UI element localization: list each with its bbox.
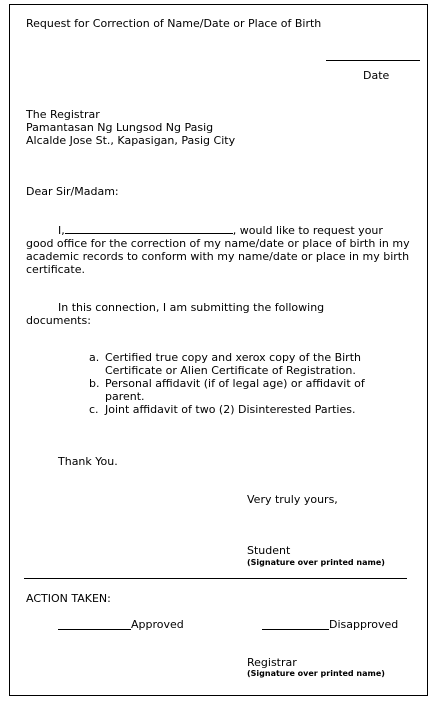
document-item bbox=[89, 403, 399, 416]
form-title: Request for Correction of Name/Date or Place of Birth bbox=[26, 17, 322, 30]
section-divider bbox=[24, 578, 407, 579]
item-text: Certified true copy and xerox copy of the Birth Certificate or Alien Certificate of Registration. bbox=[105, 351, 361, 377]
item-marker: c. bbox=[89, 403, 99, 416]
item-text: Joint affidavit of two (2) Disinterested Parties. bbox=[105, 403, 356, 416]
item-marker: a. bbox=[89, 351, 100, 364]
disapproved-label: Disapproved bbox=[329, 618, 399, 631]
item-text: Personal affidavit (if of legal age) or affidavit of parent. bbox=[105, 377, 365, 403]
request-paragraph bbox=[26, 223, 410, 276]
document-item bbox=[89, 377, 399, 403]
registrar-label: Registrar bbox=[247, 656, 297, 669]
request-text: , would like to request your good office for the correction of my name/date or place of birth in my academic records to conform with my name/date or place in my birth certificate. bbox=[26, 224, 410, 276]
approved-label: Approved bbox=[131, 618, 184, 631]
request-prefix: I, bbox=[58, 224, 65, 237]
addressee-title: The Registrar bbox=[26, 108, 100, 121]
salutation: Dear Sir/Madam: bbox=[26, 185, 119, 198]
date-line[interactable] bbox=[326, 60, 420, 61]
approved-line[interactable] bbox=[58, 629, 131, 630]
closing: Very truly yours, bbox=[247, 493, 338, 506]
addressee-institution: Pamantasan Ng Lungsod Ng Pasig bbox=[26, 121, 214, 134]
documents-intro: In this connection, I am submitting the following documents: bbox=[26, 301, 325, 327]
thanks: Thank You. bbox=[58, 455, 118, 468]
student-label: Student bbox=[247, 544, 291, 557]
registrar-signature-note: (Signature over printed name) bbox=[247, 669, 385, 678]
documents-list bbox=[89, 351, 399, 416]
date-label: Date bbox=[363, 69, 390, 82]
student-signature-note: (Signature over printed name) bbox=[247, 558, 385, 567]
document-item bbox=[89, 351, 399, 377]
item-marker: b. bbox=[89, 377, 100, 390]
disapproved-line[interactable] bbox=[262, 629, 329, 630]
addressee-address: Alcalde Jose St., Kapasigan, Pasig City bbox=[26, 134, 236, 147]
action-heading: ACTION TAKEN: bbox=[26, 592, 111, 605]
name-field-line[interactable] bbox=[65, 223, 233, 234]
